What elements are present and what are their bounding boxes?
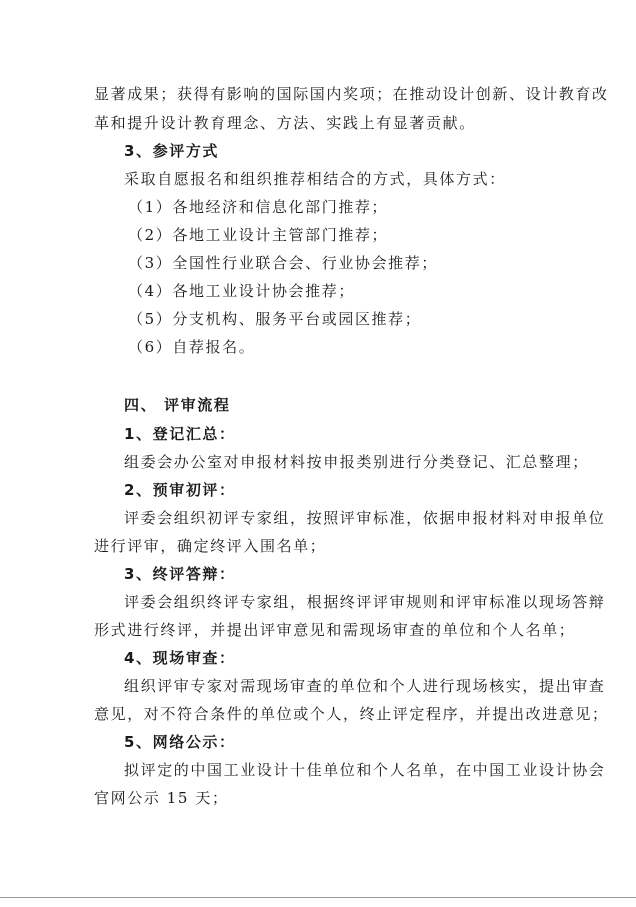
intro-line-1: 显著成果；获得有影响的国际国内奖项；在推动设计创新、设计教育改 bbox=[94, 85, 609, 103]
step-text: 官网公示 15 天； bbox=[94, 789, 229, 807]
step-title: 2、预审初评： bbox=[124, 481, 236, 499]
section3-lead: 采取自愿报名和组织推荐相结合的方式，具体方式： bbox=[124, 170, 506, 188]
step-text: 评委会组织终评专家组，根据终评评审规则和评审标准以现场答辩 bbox=[124, 593, 606, 611]
step-title: 4、现场审查： bbox=[124, 649, 236, 667]
section3-heading: 3、参评方式 bbox=[124, 142, 220, 160]
step-text: 组织评审专家对需现场审查的单位和个人进行现场核实，提出审查 bbox=[124, 677, 606, 695]
step-text: 组委会办公室对申报材料按申报类别进行分类登记、汇总整理； bbox=[124, 453, 589, 471]
step-text: 进行评审，确定终评入围名单； bbox=[94, 537, 327, 555]
list-item: （6）自荐报名。 bbox=[128, 338, 256, 356]
page-bottom-divider bbox=[0, 897, 636, 898]
intro-line-2: 革和提升设计教育理念、方法、实践上有显著贡献。 bbox=[94, 114, 476, 132]
section4-heading: 四、 评审流程 bbox=[124, 396, 231, 414]
list-item: （5）分支机构、服务平台或园区推荐； bbox=[128, 310, 422, 328]
list-item: （3）全国性行业联合会、行业协会推荐； bbox=[128, 254, 438, 272]
step-title: 1、登记汇总： bbox=[124, 425, 236, 443]
step-text: 形式进行终评，并提出评审意见和需现场审查的单位和个人名单； bbox=[94, 621, 576, 639]
list-item: （1）各地经济和信息化部门推荐； bbox=[128, 198, 389, 216]
step-text: 拟评定的中国工业设计十佳单位和个人名单，在中国工业设计协会 bbox=[124, 761, 606, 779]
list-item: （2）各地工业设计主管部门推荐； bbox=[128, 226, 389, 244]
list-item: （4）各地工业设计协会推荐； bbox=[128, 282, 355, 300]
step-text: 评委会组织初评专家组，按照评审标准，依据申报材料对申报单位 bbox=[124, 509, 606, 527]
step-text: 意见，对不符合条件的单位或个人，终止评定程序，并提出改进意见； bbox=[94, 705, 609, 723]
step-title: 5、网络公示： bbox=[124, 733, 236, 751]
step-title: 3、终评答辩： bbox=[124, 565, 236, 583]
